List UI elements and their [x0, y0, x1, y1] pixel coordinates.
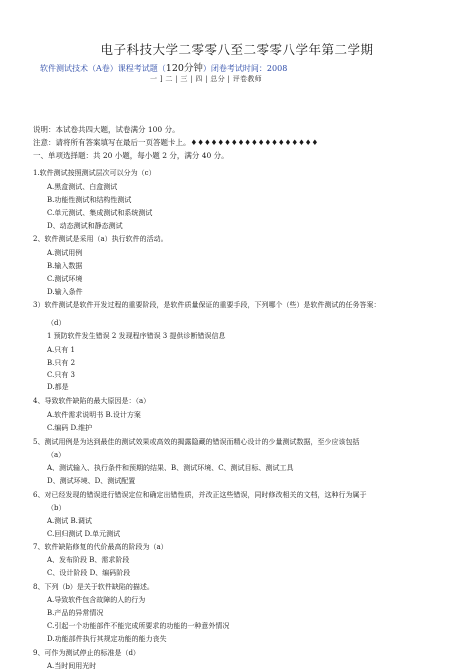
option-line: A.软件需求说明书 B.设计方案 [47, 411, 141, 419]
option-line: B.只有 2 [47, 359, 76, 367]
option-line: D、动态测试和静态测试 [47, 222, 123, 230]
section-heading: 一、单项选择题：共 20 小题，每小题 2 分，满分 40 分。 [33, 151, 229, 160]
option-line: A.只有 1 [47, 346, 75, 354]
option-line: （d） [47, 319, 66, 327]
option-line: B.产品的异常情况 [47, 609, 104, 617]
question-line: 8、下列（b）是关于软件缺陷的描述。 [33, 583, 154, 591]
option-line: D.都是 [47, 383, 69, 391]
option-line: C.回归测试 D.单元测试 [47, 530, 121, 538]
option-line: C.测试环境 [47, 275, 83, 283]
option-line: （a） [47, 451, 66, 459]
answer-note: 注意：请将所有答案填写在最后一页答题卡上。♦♦♦♦♦♦♦♦♦♦♦♦♦♦♦♦♦♦♦ [33, 138, 319, 147]
option-line: A.测试 B.调试 [47, 517, 92, 525]
score-table-header: 一 ] 二 | 三 | 四 | 总分 | 评卷教师 [150, 75, 262, 83]
option-line: C.引起一个功能部件不能完成所要求的功能的一种意外情况 [47, 622, 230, 630]
option-line: C.编码 D.维护 [47, 424, 93, 432]
exam-subtitle [40, 60, 440, 74]
option-line: A.导致软件包含故障的人的行为 [47, 596, 146, 604]
option-line: （b） [47, 504, 66, 512]
exam-title: 电子科技大学二零零八至二零零八学年第二学期 [100, 42, 374, 57]
option-line: A、测试输入、执行条件和预期的结果、B、测试环境、C、测试目标、测试工具 [47, 464, 294, 472]
option-line: D、测试环境、D、测试配置 [47, 477, 136, 485]
option-line: C.只有 3 [47, 371, 76, 379]
question-line: 6、对已经发现的错误进行错误定位和确定出错性质，并改正这些错误，同时修改相关的文档，这种行为属于 [33, 491, 367, 499]
option-line: D.输入条件 [47, 288, 83, 296]
option-line: B.输入数据 [47, 262, 83, 270]
option-line: C.单元测试、集成测试和系统测试 [47, 209, 153, 217]
option-line: A.当时间用光时 [47, 662, 97, 670]
question-line: 4、导致软件缺陷的最大原因是：（a） [33, 397, 151, 405]
question-line: 1.软件测试按照测试层次可以分为（c） [33, 169, 156, 177]
question-line: 9、可作为测试停止的标准是（d） [33, 649, 140, 657]
option-line: C、设计阶段 D、编码阶段 [47, 569, 131, 577]
exam-instructions: 说明：本试卷共四大题，试卷满分 100 分。 [33, 125, 180, 134]
question-line: 2、软件测试是采用（a）执行软件的活动。 [33, 235, 168, 243]
question-line: 5、测试用例是为达到最佳的测试效果或高效的揭露隐藏的错误而精心设计的少量测试数据，至少应该包括 [33, 438, 360, 446]
option-line: B.功能性测试和结构性测试 [47, 196, 132, 204]
option-line: A、发布阶段 B、需求阶段 [47, 556, 130, 564]
question-line: 3）软件测试是软件开发过程的重要阶段，是软件质量保证的重要手段，下列哪个（些）是软件测试的任务答案： [33, 301, 381, 309]
subtitle-duration: 120分钟 [165, 63, 203, 74]
subtitle-course: 软件测试技术（A卷）课程考试题（ [40, 64, 166, 73]
option-line: A.黑盒测试、白盒测试 [47, 183, 118, 191]
subtitle-exam-time: ）闭卷考试时间：2008 [202, 64, 288, 73]
option-line: A.测试用例 [47, 249, 83, 257]
question-line: 7、软件缺陷修复的代价最高的阶段为（a） [33, 543, 168, 551]
option-line: D.功能部件执行其规定功能的能力丧失 [47, 635, 167, 643]
option-line: 1 预防软件发生错误 2 发现程序错误 3 提供诊断错误信息 [47, 332, 226, 340]
